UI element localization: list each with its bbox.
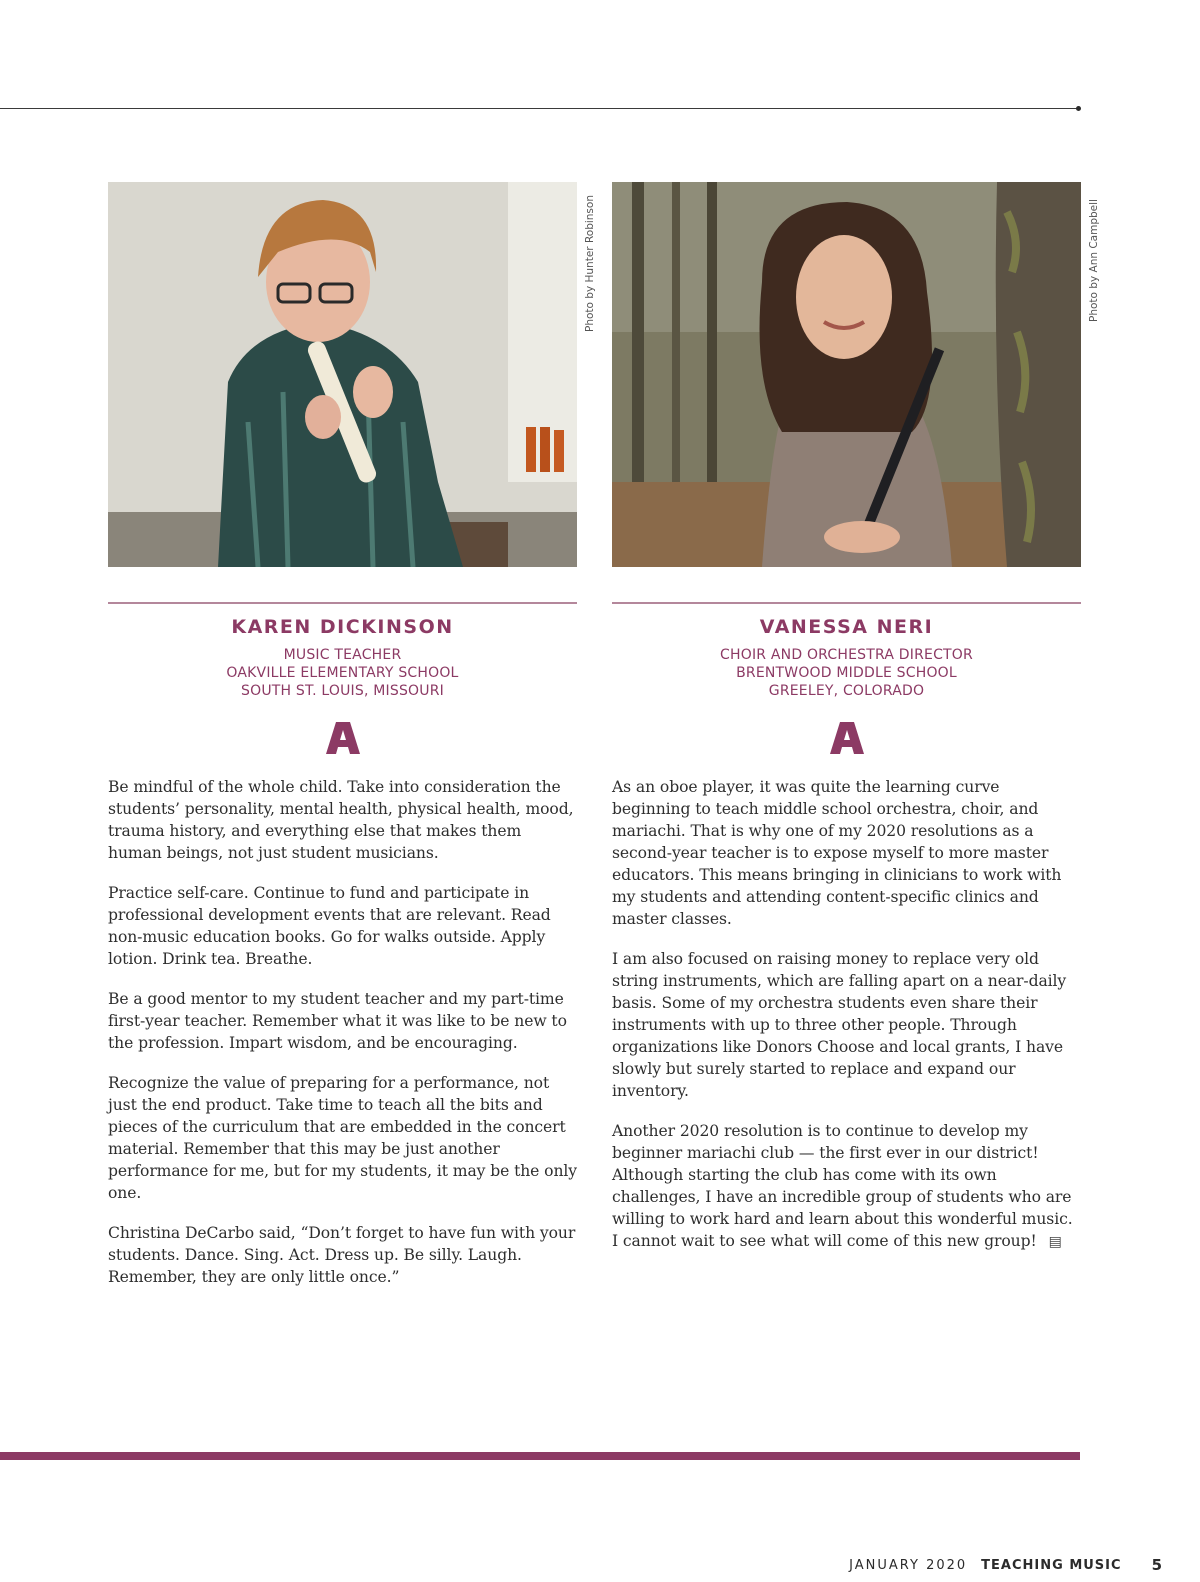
person-details <box>108 646 577 700</box>
paragraph: As an oboe player, it was quite the learning curve beginning to teach middle school orchestra, choir, and mariachi. That is why one of my 2020 resolutions as a second-year teacher is to expose myself to more master educators. This means bringing in clinicians to work with my students and attending content-specific clinics and master classes. <box>612 778 1062 928</box>
article-body <box>108 776 577 1288</box>
paragraph-text: Another 2020 resolution is to continue to develop my beginner mariachi club — the first ever in our district! Although starting the club has come with its own challenges, I have an incredible group of students who are willing to work hard and learn about this wonderful music. I cannot wait to see what will come of this new group! <box>612 1122 1073 1250</box>
issue-date: JANUARY 2020 <box>849 1557 968 1573</box>
photo-credit: Photo by Hunter Robinson <box>584 195 596 332</box>
paragraph: Be mindful of the whole child. Take into consideration the students’ personality, mental health, physical health, mood, trauma history, and everything else that makes them human beings, not just student musicians. <box>108 778 574 862</box>
page-footer <box>849 1556 1162 1574</box>
paragraph: I am also focused on raising money to replace very old string instruments, which are falling apart on a near-daily basis. Some of my orchestra students even share their instruments with up to three other people. Through organizations like Donors Choose and local grants, I have slowly but surely started to replace and expand our inventory. <box>612 950 1067 1100</box>
person-location: GREELEY, COLORADO <box>768 683 925 699</box>
photo-vanessa-neri <box>612 182 1081 567</box>
photo-karen-illustration <box>108 182 577 567</box>
paragraph: Be a good mentor to my student teacher and my part-time first-year teacher. Remember what it was like to be new to the profession. Impart wisdom, and be encouraging. <box>108 990 567 1052</box>
top-rule <box>0 108 1080 109</box>
name-divider <box>108 602 577 604</box>
letter-a-badge-icon <box>830 722 864 754</box>
letter-a-badge-icon <box>326 722 360 754</box>
person-location: SOUTH ST. LOUIS, MISSOURI <box>241 683 444 699</box>
person-school: BRENTWOOD MIDDLE SCHOOL <box>736 665 957 681</box>
photo-vanessa-illustration <box>612 182 1081 567</box>
top-rule-dot <box>1076 106 1081 111</box>
article-body <box>612 776 1081 1253</box>
person-school: OAKVILLE ELEMENTARY SCHOOL <box>226 665 459 681</box>
person-title: MUSIC TEACHER <box>283 647 402 663</box>
photo-credit: Photo by Ann Campbell <box>1088 199 1100 322</box>
bottom-accent-bar <box>0 1452 1080 1460</box>
person-title: CHOIR AND ORCHESTRA DIRECTOR <box>720 647 973 663</box>
profile-karen-dickinson <box>108 182 577 1306</box>
paragraph: Practice self-care. Continue to fund and participate in professional development events that are relevant. Read non-music education books. Go for walks outside. Apply lotion. Drink tea. Breathe. <box>108 884 551 968</box>
paragraph-last <box>612 1120 1081 1253</box>
person-name: KAREN DICKINSON <box>231 616 454 638</box>
person-details <box>612 646 1081 700</box>
magazine-title: TEACHING MUSIC <box>981 1557 1122 1573</box>
paragraph: Christina DeCarbo said, “Don’t forget to have fun with your students. Dance. Sing. Act. Dress up. Be silly. Laugh. Remember, they are only little once.” <box>108 1224 576 1286</box>
photo-karen-dickinson <box>108 182 577 567</box>
name-divider <box>612 602 1081 604</box>
page-number: 5 <box>1151 1556 1162 1574</box>
person-name: VANESSA NERI <box>759 616 934 638</box>
paragraph: Recognize the value of preparing for a performance, not just the end product. Take time to teach all the bits and pieces of the curriculum that are embedded in the concert material. Remember that this may be just another performance for me, but for my students, it may be the only one. <box>108 1074 577 1202</box>
profile-vanessa-neri <box>612 182 1081 1271</box>
end-of-article-icon: ▤ <box>1048 1234 1062 1250</box>
